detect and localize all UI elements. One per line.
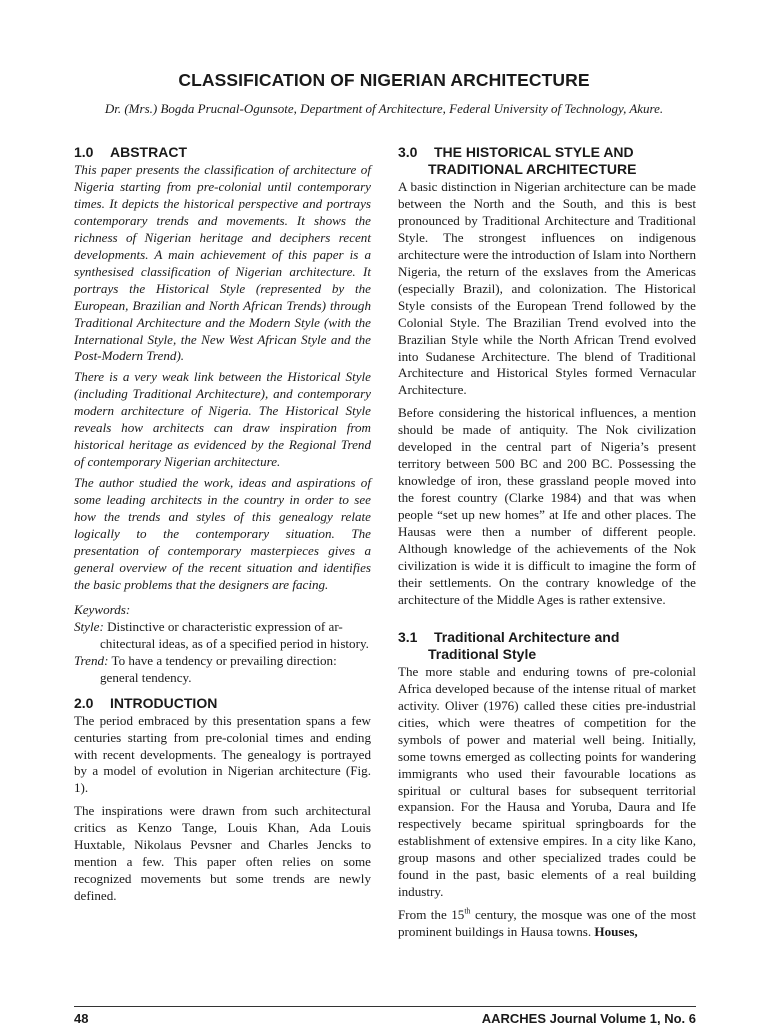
introduction-heading-number: 2.0: [74, 694, 94, 711]
traditional-heading-line1: Traditional Architecture and: [434, 628, 620, 645]
keyword-style-term: Style:: [74, 618, 104, 634]
left-column: [74, 144, 371, 911]
keyword-trend-definition-rest: general tendency.: [100, 669, 192, 685]
page-number: 48: [74, 1011, 89, 1026]
introduction-heading: [74, 695, 371, 712]
traditional-heading: [398, 629, 696, 663]
spacer: [74, 687, 371, 695]
traditional-last-paragraph: [398, 907, 696, 941]
abstract-paragraph: There is a very weak link between the Historical Style (including Traditional Architecture), and contemporary modern architecture of Nigeria. The Historical Style reveals how architects can draw inspiration from historical heritage as evidenced by the Regional Trend of contemporary Nigerian architecture.: [74, 369, 371, 470]
keyword-style: [74, 619, 371, 653]
historical-heading-line2: TRADITIONAL ARCHITECTURE: [428, 161, 637, 177]
abstract-paragraph: This paper presents the classification of architecture of Nigeria starting from pre-colonial until contemporary times. It depicts the historical perspective and portrays contemporary trends and movements. It shows the richness of Nigerian heritage and deciphers recent developments. A main achievement of this paper is a synthesised classification of Nigerian architecture. It portrays the Historical Style (represented by the European, Brazilian and North African Trends) through Traditional Architecture and the Modern Style (with the International Style, the New West African Style and the Post-Modern Trend).: [74, 162, 371, 364]
keyword-style-definition-rest: chitectural ideas, as of a specified period in history.: [100, 635, 369, 651]
traditional-paragraph: The more stable and enduring towns of pre-colonial Africa developed because of the intense ritual of market activity. Oliver (1976) called these cities pre-industrial cities, which were theatres of competition for the symbols of power and material well being. Initially, some towns emerged as collecting points for wandering immigrants who used their favourable locations as spiritual or cultural bases for subsequent territorial expansion. For the Hausa and Yoruba, Daura and Ife respectively became spiritual springboards for the establishment of extensive empires. In a city like Kano, group masons and other specialized trades could be found in the past, basic elements of a real building industry.: [398, 663, 696, 900]
abstract-heading-number: 1.0: [74, 144, 94, 160]
footer-rule: [74, 1006, 696, 1007]
historical-heading: [398, 144, 696, 178]
abstract-heading-text: ABSTRACT: [110, 144, 187, 160]
introduction-heading-text: INTRODUCTION: [110, 694, 218, 711]
historical-paragraph: A basic distinction in Nigerian architecture can be made between the North and the South, and this is best pronounced by Traditional Architecture and Traditional Style. The strongest influences on indigenous architecture were the introduction of Islam into Northern Nigeria, the return of the exslaves from the Americas (especially Brazil), and colonization. The Historical Style consists of the European Trend followed by the Colonial Style. The Brazilian Trend evolved into the Brazilian Style while the North African Trend evolved into Sudanese Architecture. The blend of Traditional Architecture and Historical Styles formed Vernacular Architecture.: [398, 179, 696, 398]
keywords-label: Keywords:: [74, 601, 131, 617]
historical-heading-number: 3.0: [398, 144, 418, 160]
traditional-heading-number: 3.1: [398, 628, 418, 645]
introduction-paragraph: The period embraced by this presentation spans a few centuries starting from pre-colonial times and ending with recent developments. The genealogy is portrayed by a model of evolution in Nigerian architecture (Fig. 1).: [74, 712, 371, 796]
spacer: [398, 615, 696, 629]
keyword-trend-definition-first: To have a tendency or prevailing direction:: [111, 652, 337, 668]
keyword-trend: [74, 653, 371, 687]
last-paragraph-bold: Houses,: [594, 924, 638, 940]
paper-title: CLASSIFICATION OF NIGERIAN ARCHITECTURE: [178, 70, 590, 90]
traditional-heading-line2: Traditional Style: [428, 645, 537, 662]
abstract-body: [74, 162, 371, 594]
historical-heading-line1: THE HISTORICAL STYLE AND: [434, 144, 634, 160]
keyword-trend-term: Trend:: [74, 652, 109, 668]
right-column: [398, 144, 696, 947]
last-paragraph-pre: From the 15: [398, 907, 465, 923]
abstract-heading: [74, 144, 371, 161]
last-paragraph-post: century, the mosque was one of the most prominent buildings in Hausa towns.: [398, 907, 696, 940]
abstract-paragraph: The author studied the work, ideas and aspirations of some leading architects in the country in order to see how the trends and styles of this genealogy relate logically to the contemporary situation. The presentation of contemporary masterpieces gives a general overview of the recent situation and identifies the basic problems that the designers are facing.: [74, 475, 371, 592]
century-superscript: th: [464, 906, 471, 916]
historical-paragraph: Before considering the historical influences, a mention should be made of antiquity. The Nok civilization developed in the central part of Nigeria’s present territory between 500 BC and 200 BC. Possessing the knowledge of iron, these grassland people moved into the forest country (Clarke 1984) and that was when people “set up new homes” at Ife and other places. The Hausas were then a number of different people. Although knowledge of the achievements of the Nok civilization is wide it is difficult to imagine the form of their settlements. On the contrary knowledge of the architecture of the Middle Ages is rather extensive.: [398, 405, 696, 607]
keyword-style-definition-first: Distinctive or characteristic expression of ar-: [107, 618, 343, 634]
journal-name: AARCHES Journal Volume 1, No. 6: [481, 1011, 696, 1026]
author-line: Dr. (Mrs.) Bogda Prucnal-Ogunsote, Department of Architecture, Federal University of Technology, Akure.: [104, 101, 664, 116]
introduction-paragraph: The inspirations were drawn from such architectural critics as Kenzo Tange, Louis Khan, Ada Louis Huxtable, Nikolaus Pevsner and Charles Jencks to mention a few. This paper often relies on some recognized movements but some trends are newly defined.: [74, 803, 371, 904]
